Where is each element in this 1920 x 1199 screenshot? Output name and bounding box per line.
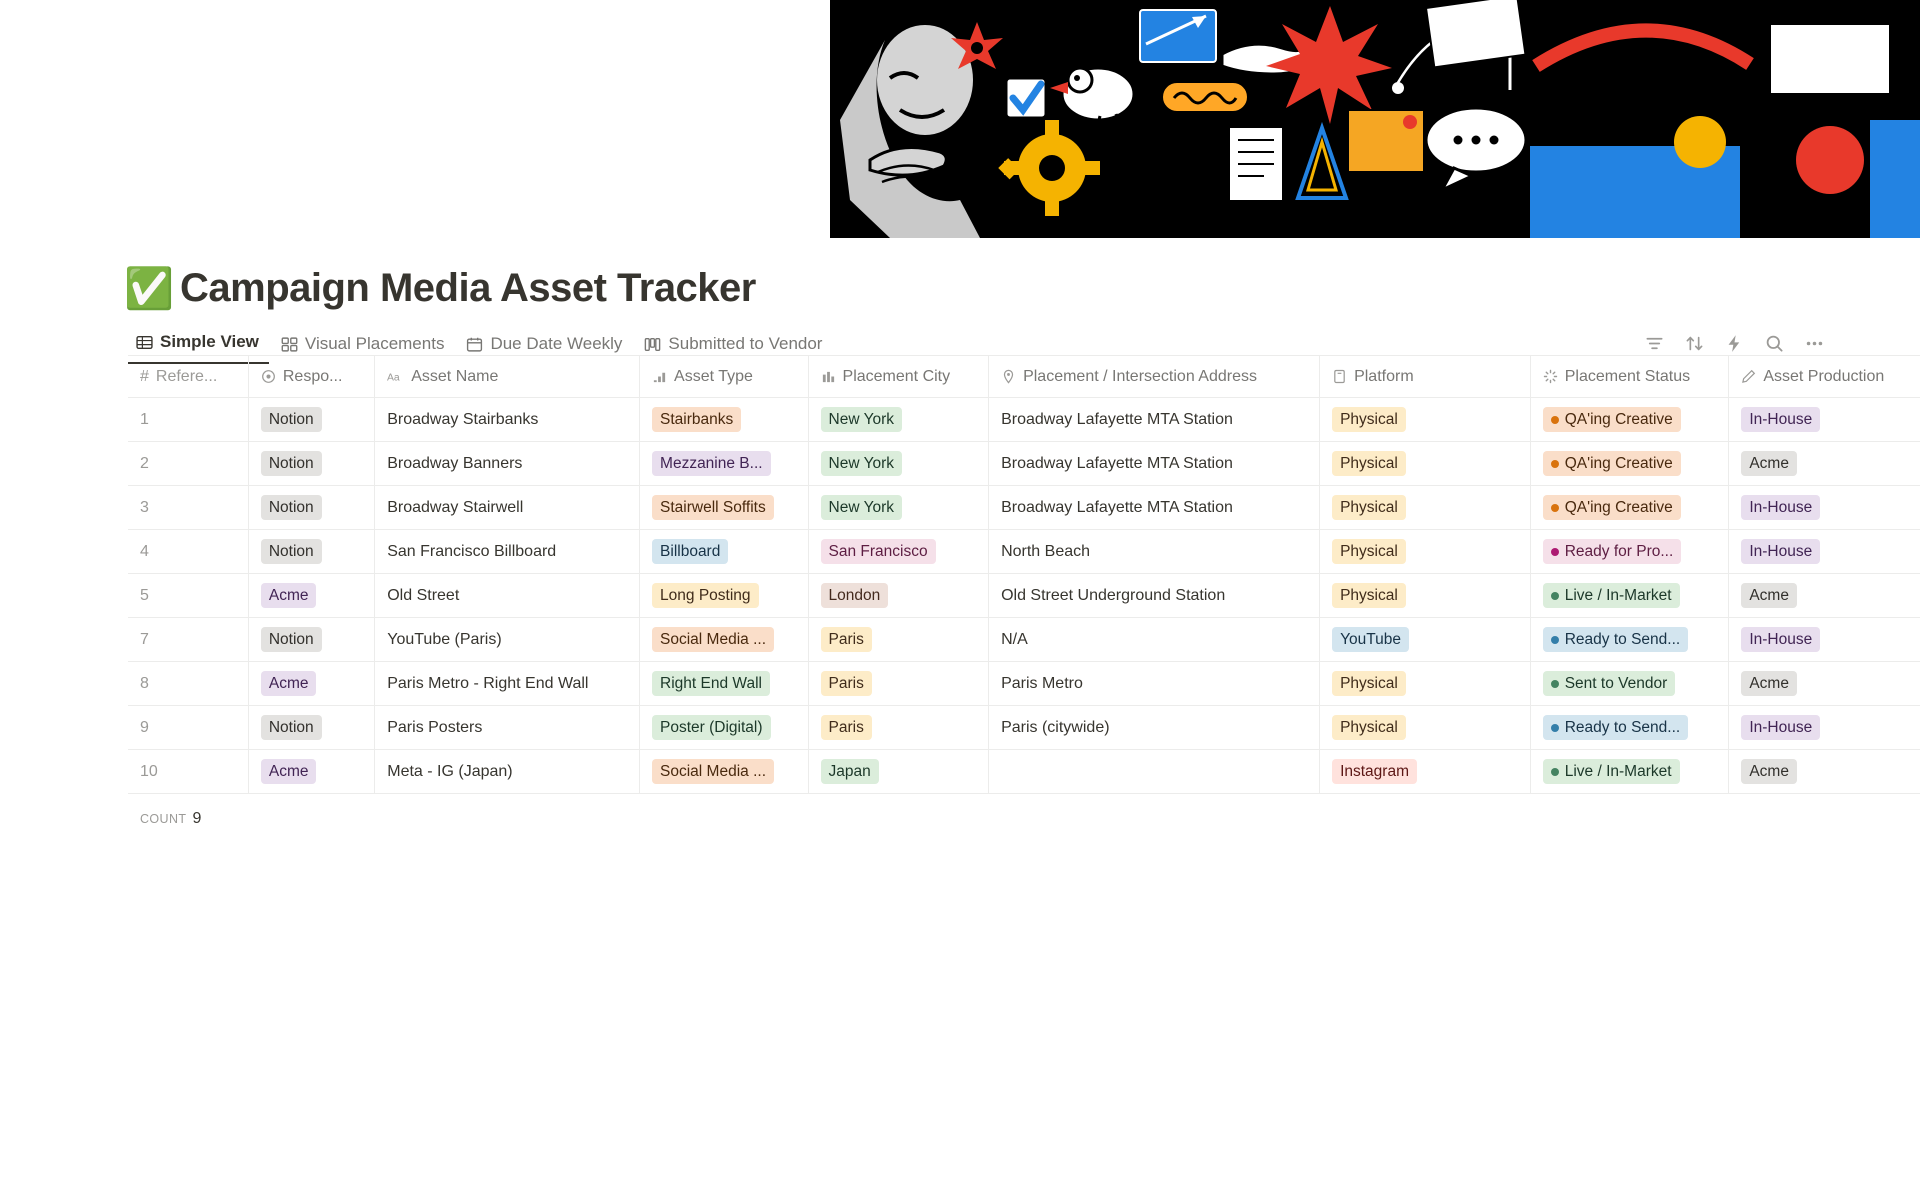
placement-city-cell[interactable] [808, 618, 989, 662]
count-value: 9 [192, 810, 202, 827]
asset-name-cell[interactable]: Meta - IG (Japan) [375, 750, 640, 794]
responsible-badge: Notion [261, 715, 322, 740]
number-icon: # [140, 367, 149, 385]
table-row[interactable] [128, 574, 1920, 618]
placement-city-cell[interactable] [808, 574, 989, 618]
placement-status-cell[interactable] [1530, 662, 1729, 706]
asset-name-cell[interactable]: Paris Metro - Right End Wall [375, 662, 640, 706]
status-dot-icon [1551, 724, 1559, 732]
row-reference-cell[interactable]: 9 [128, 706, 248, 750]
column-header-label: Respo... [282, 367, 343, 385]
person-icon [261, 369, 276, 384]
table-footer-count[interactable] [128, 794, 1920, 828]
asset-production-cell[interactable] [1729, 750, 1920, 794]
placement-city-cell[interactable] [808, 530, 989, 574]
responsible-badge: Notion [261, 539, 322, 564]
asset-production-cell[interactable] [1729, 706, 1920, 750]
column-header-label: Placement / Intersection Address [1023, 367, 1257, 385]
asset-type-badge: Stairwell Soffits [652, 495, 774, 520]
platform-cell[interactable] [1320, 706, 1531, 750]
asset-production-badge: Acme [1741, 583, 1797, 608]
search-icon[interactable] [1764, 333, 1784, 353]
status-dot-icon [1551, 416, 1559, 424]
column-header-placement-status[interactable] [1530, 356, 1729, 398]
table-row[interactable] [128, 706, 1920, 750]
column-header-reference[interactable] [128, 356, 248, 398]
asset-name-cell[interactable]: Broadway Banners [375, 442, 640, 486]
placement-city-badge: New York [821, 495, 902, 520]
responsible-cell[interactable] [248, 662, 374, 706]
board-icon [644, 336, 661, 353]
asset-type-cell[interactable] [640, 486, 809, 530]
tab-label: Simple View [160, 332, 259, 351]
asset-production-cell[interactable] [1729, 662, 1920, 706]
gallery-icon [281, 336, 298, 353]
asset-production-badge: In-House [1741, 407, 1820, 432]
asset-type-cell[interactable] [640, 574, 809, 618]
asset-type-cell[interactable] [640, 662, 809, 706]
page-content [0, 238, 1920, 828]
table-row[interactable] [128, 398, 1920, 442]
status-dot-icon [1551, 504, 1559, 512]
placement-status-cell[interactable] [1530, 486, 1729, 530]
sort-icon[interactable] [1684, 333, 1704, 353]
address-cell[interactable]: Paris (citywide) [989, 706, 1320, 750]
platform-badge: Physical [1332, 407, 1406, 432]
page-title-row [0, 238, 1920, 311]
placement-city-cell[interactable] [808, 398, 989, 442]
table-icon [136, 334, 153, 351]
asset-production-cell[interactable] [1729, 486, 1920, 530]
address-cell[interactable]: Old Street Underground Station [989, 574, 1320, 618]
column-header-label: Placement City [842, 367, 951, 385]
svg-text:Aa: Aa [387, 372, 400, 384]
address-cell[interactable]: Paris Metro [989, 662, 1320, 706]
placement-city-badge: Paris [821, 715, 872, 740]
white-heavy-check-mark-emoji-icon[interactable]: ✅ [124, 266, 174, 311]
placement-city-badge: New York [821, 407, 902, 432]
responsible-cell[interactable] [248, 442, 374, 486]
select-icon [1332, 369, 1347, 384]
column-header-responsible[interactable] [248, 356, 374, 398]
responsible-cell[interactable] [248, 618, 374, 662]
column-header-label: Placement Status [1564, 367, 1691, 385]
responsible-badge: Acme [261, 759, 317, 784]
placement-city-badge: London [821, 583, 889, 608]
asset-type-badge: Stairbanks [652, 407, 741, 432]
placement-city-badge: Japan [821, 759, 879, 784]
address-cell[interactable]: Broadway Lafayette MTA Station [989, 442, 1320, 486]
responsible-cell[interactable] [248, 706, 374, 750]
asset-production-cell[interactable] [1729, 574, 1920, 618]
table-body [128, 398, 1920, 794]
placement-status-badge: QA'ing Creative [1543, 451, 1681, 476]
responsible-badge: Acme [261, 671, 317, 696]
status-dot-icon [1551, 768, 1559, 776]
view-tabs-bar [0, 311, 1920, 355]
status-dot-icon [1551, 548, 1559, 556]
asset-production-badge: Acme [1741, 759, 1797, 784]
address-cell[interactable] [989, 750, 1320, 794]
row-reference-cell[interactable]: 7 [128, 618, 248, 662]
asset-production-cell[interactable] [1729, 442, 1920, 486]
platform-badge: Physical [1332, 671, 1406, 696]
column-header-asset-type[interactable] [640, 356, 809, 398]
asset-type-cell[interactable] [640, 442, 809, 486]
status-dot-icon [1551, 460, 1559, 468]
table-row[interactable] [128, 442, 1920, 486]
placement-status-cell[interactable] [1530, 574, 1729, 618]
asset-production-badge: In-House [1741, 627, 1820, 652]
asset-production-badge: In-House [1741, 495, 1820, 520]
placement-status-badge: Live / In-Market [1543, 759, 1680, 784]
placement-city-badge: San Francisco [821, 539, 936, 564]
tab-label: Visual Placements [304, 334, 445, 353]
responsible-cell[interactable] [248, 750, 374, 794]
row-reference-cell[interactable]: 8 [128, 662, 248, 706]
asset-name-cell[interactable]: Broadway Stairwell [375, 486, 640, 530]
asset-production-badge: Acme [1741, 451, 1797, 476]
placement-status-badge: Sent to Vendor [1543, 671, 1676, 696]
platform-badge: Physical [1332, 495, 1406, 520]
placement-city-badge: Paris [821, 627, 872, 652]
platform-badge: YouTube [1332, 627, 1409, 652]
status-dot-icon [1551, 592, 1559, 600]
automation-icon[interactable] [1724, 333, 1744, 353]
asset-production-cell[interactable] [1729, 618, 1920, 662]
platform-badge: Physical [1332, 451, 1406, 476]
platform-cell[interactable] [1320, 662, 1531, 706]
placement-status-cell[interactable] [1530, 750, 1729, 794]
table-row[interactable] [128, 486, 1920, 530]
status-dot-icon [1551, 636, 1559, 644]
responsible-badge: Acme [261, 583, 317, 608]
column-header-label: Asset Type [674, 367, 753, 385]
asset-production-cell[interactable] [1729, 530, 1920, 574]
title-icon [387, 369, 404, 384]
count-label: COUNT [140, 812, 187, 826]
placement-city-badge: New York [821, 451, 902, 476]
placement-status-cell[interactable] [1530, 442, 1729, 486]
row-reference-cell[interactable]: 2 [128, 442, 248, 486]
column-header-placement-city[interactable] [808, 356, 989, 398]
platform-badge: Physical [1332, 583, 1406, 608]
responsible-badge: Notion [261, 407, 322, 432]
location-pin-icon [1001, 369, 1016, 384]
platform-cell[interactable] [1320, 750, 1531, 794]
column-header-label: Platform [1354, 367, 1414, 385]
page-title[interactable]: Campaign Media Asset Tracker [180, 266, 756, 310]
platform-cell[interactable] [1320, 574, 1531, 618]
responsible-badge: Notion [261, 495, 322, 520]
table-row[interactable] [128, 662, 1920, 706]
asset-type-cell[interactable] [640, 750, 809, 794]
address-cell[interactable]: Broadway Lafayette MTA Station [989, 398, 1320, 442]
platform-cell[interactable] [1320, 442, 1531, 486]
platform-cell[interactable] [1320, 618, 1531, 662]
placement-status-cell[interactable] [1530, 530, 1729, 574]
placement-status-cell[interactable] [1530, 398, 1729, 442]
asset-type-badge: Mezzanine B... [652, 451, 771, 476]
select-icon [652, 369, 667, 384]
address-cell[interactable]: Broadway Lafayette MTA Station [989, 486, 1320, 530]
multiselect-icon [821, 369, 836, 384]
asset-name-cell[interactable]: Paris Posters [375, 706, 640, 750]
asset-type-badge: Long Posting [652, 583, 759, 608]
responsible-cell[interactable] [248, 574, 374, 618]
database-toolbar [1644, 333, 1920, 353]
placement-city-cell[interactable] [808, 750, 989, 794]
column-header-platform[interactable] [1320, 356, 1531, 398]
asset-type-badge: Social Media ... [652, 627, 774, 652]
placement-city-cell[interactable] [808, 706, 989, 750]
placement-status-badge: Ready for Pro... [1543, 539, 1682, 564]
asset-name-cell[interactable]: Old Street [375, 574, 640, 618]
table-header-row [128, 356, 1920, 398]
placement-status-cell[interactable] [1530, 618, 1729, 662]
pencil-icon [1741, 369, 1756, 384]
placement-city-badge: Paris [821, 671, 872, 696]
column-header-label: Refere... [155, 367, 218, 385]
asset-production-badge: In-House [1741, 539, 1820, 564]
asset-production-badge: In-House [1741, 715, 1820, 740]
responsible-cell[interactable] [248, 398, 374, 442]
placement-city-cell[interactable] [808, 486, 989, 530]
row-reference-cell[interactable]: 3 [128, 486, 248, 530]
cover-illustration [830, 0, 1920, 238]
column-header-label: Asset Name [411, 367, 499, 385]
row-reference-cell[interactable]: 4 [128, 530, 248, 574]
calendar-icon [466, 336, 483, 353]
asset-type-cell[interactable] [640, 618, 809, 662]
column-header-address[interactable] [989, 356, 1320, 398]
column-header-label: Asset Production [1763, 367, 1885, 385]
database-table [128, 355, 1920, 794]
placement-city-cell[interactable] [808, 662, 989, 706]
responsible-badge: Notion [261, 627, 322, 652]
asset-name-cell[interactable]: Broadway Stairbanks [375, 398, 640, 442]
more-options-icon[interactable] [1804, 333, 1824, 353]
platform-cell[interactable] [1320, 530, 1531, 574]
column-header-asset-production[interactable] [1729, 356, 1920, 398]
table-row[interactable] [128, 618, 1920, 662]
status-dot-icon [1551, 680, 1559, 688]
address-cell[interactable]: N/A [989, 618, 1320, 662]
status-icon [1543, 369, 1558, 384]
asset-production-badge: Acme [1741, 671, 1797, 696]
asset-production-cell[interactable] [1729, 398, 1920, 442]
row-reference-cell[interactable]: 1 [128, 398, 248, 442]
table-row[interactable] [128, 750, 1920, 794]
asset-type-cell[interactable] [640, 530, 809, 574]
tab-label: Submitted to Vendor [668, 334, 823, 353]
asset-type-cell[interactable] [640, 398, 809, 442]
asset-type-badge: Poster (Digital) [652, 715, 771, 740]
row-reference-cell[interactable]: 10 [128, 750, 248, 794]
asset-name-cell[interactable]: YouTube (Paris) [375, 618, 640, 662]
placement-status-cell[interactable] [1530, 706, 1729, 750]
filter-icon[interactable] [1644, 333, 1664, 353]
page-cover [0, 0, 1920, 238]
column-header-asset-name[interactable] [375, 356, 640, 398]
platform-cell[interactable] [1320, 398, 1531, 442]
placement-status-badge: Ready to Send... [1543, 715, 1688, 740]
responsible-cell[interactable] [248, 530, 374, 574]
asset-type-badge: Billboard [652, 539, 728, 564]
placement-status-badge: QA'ing Creative [1543, 407, 1681, 432]
asset-type-badge: Right End Wall [652, 671, 770, 696]
placement-status-badge: QA'ing Creative [1543, 495, 1681, 520]
responsible-cell[interactable] [248, 486, 374, 530]
placement-status-badge: Ready to Send... [1543, 627, 1688, 652]
placement-city-cell[interactable] [808, 442, 989, 486]
platform-badge: Physical [1332, 539, 1406, 564]
placement-status-badge: Live / In-Market [1543, 583, 1680, 608]
address-cell[interactable]: North Beach [989, 530, 1320, 574]
responsible-badge: Notion [261, 451, 322, 476]
asset-type-badge: Social Media ... [652, 759, 774, 784]
row-reference-cell[interactable]: 5 [128, 574, 248, 618]
platform-badge: Physical [1332, 715, 1406, 740]
platform-cell[interactable] [1320, 486, 1531, 530]
table-row[interactable] [128, 530, 1920, 574]
asset-type-cell[interactable] [640, 706, 809, 750]
database-table-container [128, 355, 1920, 794]
tab-label: Due Date Weekly [490, 334, 623, 353]
platform-badge: Instagram [1332, 759, 1417, 784]
asset-name-cell[interactable]: San Francisco Billboard [375, 530, 640, 574]
